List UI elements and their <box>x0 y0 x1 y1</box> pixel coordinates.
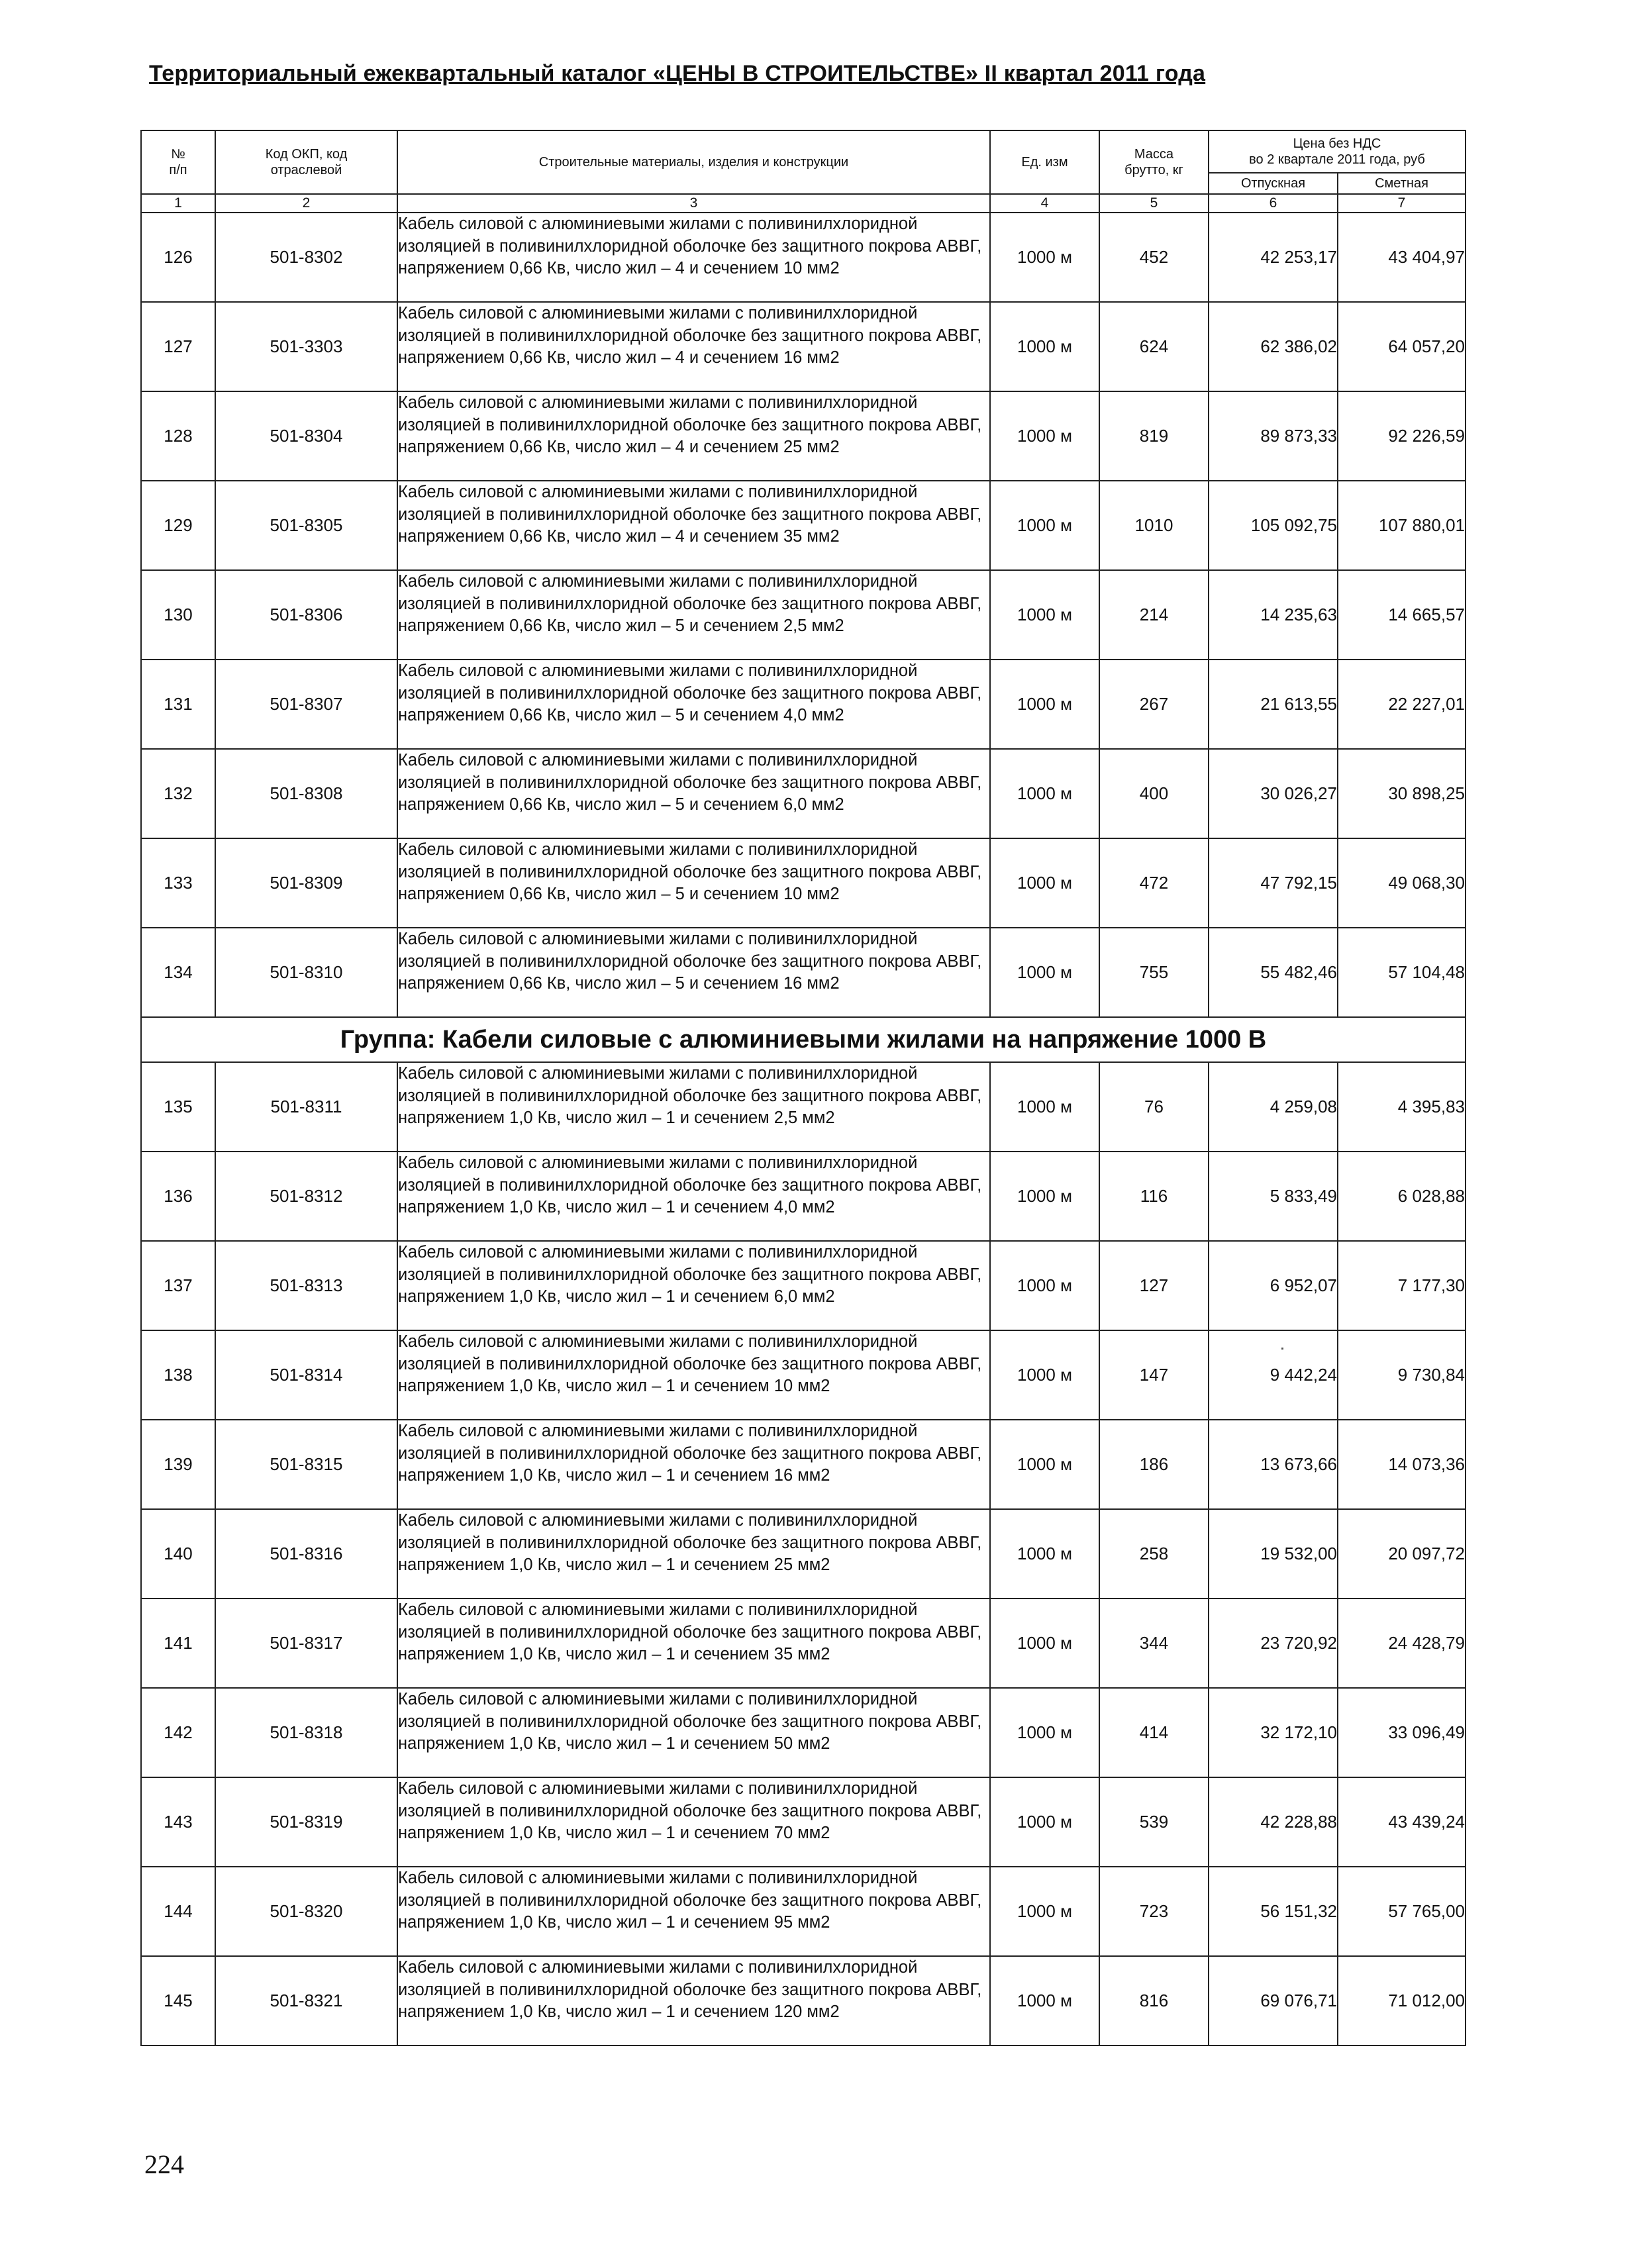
table-row <box>141 1867 1466 1956</box>
page-number: 224 <box>144 2149 184 2179</box>
table-row <box>141 213 1466 302</box>
row-mass: 1010 <box>1099 481 1209 570</box>
col-number: 4 <box>990 194 1099 213</box>
header-unit: Ед. изм <box>990 130 1099 194</box>
header-code: Код ОКП, код отраслевой <box>215 130 397 194</box>
row-code: 501-8304 <box>215 391 397 481</box>
row-mass: 452 <box>1099 213 1209 302</box>
rows-group-a <box>141 213 1466 1017</box>
row-mass: 816 <box>1099 1956 1209 2046</box>
row-code: 501-8308 <box>215 749 397 838</box>
row-unit: 1000 м <box>990 1777 1099 1867</box>
row-price-release: 55 482,46 <box>1209 928 1338 1017</box>
row-mass: 258 <box>1099 1509 1209 1599</box>
table-row <box>141 1241 1466 1330</box>
row-mass: 214 <box>1099 570 1209 660</box>
row-unit: 1000 м <box>990 838 1099 928</box>
col-number: 3 <box>397 194 990 213</box>
row-unit: 1000 м <box>990 1330 1099 1420</box>
column-number-row <box>141 194 1466 213</box>
row-code: 501-8302 <box>215 213 397 302</box>
row-price-release: 14 235,63 <box>1209 570 1338 660</box>
row-description: Кабель силовой с алюминиевыми жилами с поливинилхлоридной изоляцией в поливинилхлоридной оболочке без защитного покрова АВВГ, напряжением 0,66 Кв, число жил – 4 и сечением 25 мм2 <box>397 391 990 481</box>
row-number: 126 <box>141 213 215 302</box>
row-description: Кабель силовой с алюминиевыми жилами с поливинилхлоридной изоляцией в поливинилхлоридной оболочке без защитного покрова АВВГ, напряжением 1,0 Кв, число жил – 1 и сечением 120 мм2 <box>397 1956 990 2046</box>
row-mass: 414 <box>1099 1688 1209 1777</box>
row-unit: 1000 м <box>990 570 1099 660</box>
row-description: Кабель силовой с алюминиевыми жилами с поливинилхлоридной изоляцией в поливинилхлоридной оболочке без защитного покрова АВВГ, напряжением 0,66 Кв, число жил – 5 и сечением 4,0 мм2 <box>397 660 990 749</box>
row-code: 501-8315 <box>215 1420 397 1509</box>
row-price-estimate: 64 057,20 <box>1338 302 1466 391</box>
row-price-estimate: 6 028,88 <box>1338 1152 1466 1241</box>
row-unit: 1000 м <box>990 1956 1099 2046</box>
table-row <box>141 302 1466 391</box>
row-price-estimate: 57 765,00 <box>1338 1867 1466 1956</box>
row-description: Кабель силовой с алюминиевыми жилами с поливинилхлоридной изоляцией в поливинилхлоридной оболочке без защитного покрова АВВГ, напряжением 1,0 Кв, число жил – 1 и сечением 4,0 мм2 <box>397 1152 990 1241</box>
row-number: 128 <box>141 391 215 481</box>
header-desc: Строительные материалы, изделия и конструкции <box>397 130 990 194</box>
table-row <box>141 1330 1466 1420</box>
price-table <box>140 130 1466 2046</box>
row-mass: 267 <box>1099 660 1209 749</box>
row-unit: 1000 м <box>990 1599 1099 1688</box>
row-number: 136 <box>141 1152 215 1241</box>
row-unit: 1000 м <box>990 1152 1099 1241</box>
row-unit: 1000 м <box>990 302 1099 391</box>
header-price-estimate: Сметная <box>1338 173 1466 194</box>
group-header <box>141 1017 1466 1062</box>
row-number: 139 <box>141 1420 215 1509</box>
row-price-release: 32 172,10 <box>1209 1688 1338 1777</box>
col-number: 1 <box>141 194 215 213</box>
row-price-release: 9 442,24 <box>1209 1330 1338 1420</box>
row-price-release: 42 228,88 <box>1209 1777 1338 1867</box>
row-number: 140 <box>141 1509 215 1599</box>
row-price-estimate: 33 096,49 <box>1338 1688 1466 1777</box>
row-mass: 819 <box>1099 391 1209 481</box>
row-description: Кабель силовой с алюминиевыми жилами с поливинилхлоридной изоляцией в поливинилхлоридной оболочке без защитного покрова АВВГ, напряжением 0,66 Кв, число жил – 4 и сечением 35 мм2 <box>397 481 990 570</box>
row-description: Кабель силовой с алюминиевыми жилами с поливинилхлоридной изоляцией в поливинилхлоридной оболочке без защитного покрова АВВГ, напряжением 1,0 Кв, число жил – 1 и сечением 16 мм2 <box>397 1420 990 1509</box>
table-row <box>141 1420 1466 1509</box>
row-price-estimate: 43 404,97 <box>1338 213 1466 302</box>
row-price-estimate: 14 665,57 <box>1338 570 1466 660</box>
table-row <box>141 838 1466 928</box>
row-code: 501-8316 <box>215 1509 397 1599</box>
col-number: 7 <box>1338 194 1466 213</box>
row-code: 501-8320 <box>215 1867 397 1956</box>
row-unit: 1000 м <box>990 1509 1099 1599</box>
row-number: 135 <box>141 1062 215 1152</box>
row-code: 501-8306 <box>215 570 397 660</box>
row-unit: 1000 м <box>990 481 1099 570</box>
row-price-estimate: 43 439,24 <box>1338 1777 1466 1867</box>
row-code: 501-8311 <box>215 1062 397 1152</box>
row-price-release: 105 092,75 <box>1209 481 1338 570</box>
row-number: 129 <box>141 481 215 570</box>
row-number: 141 <box>141 1599 215 1688</box>
row-unit: 1000 м <box>990 1420 1099 1509</box>
row-description: Кабель силовой с алюминиевыми жилами с поливинилхлоридной изоляцией в поливинилхлоридной оболочке без защитного покрова АВВГ, напряжением 1,0 Кв, число жил – 1 и сечением 70 мм2 <box>397 1777 990 1867</box>
table-row <box>141 481 1466 570</box>
row-unit: 1000 м <box>990 1241 1099 1330</box>
table-row <box>141 391 1466 481</box>
row-mass: 723 <box>1099 1867 1209 1956</box>
row-code: 501-8307 <box>215 660 397 749</box>
row-price-estimate: 22 227,01 <box>1338 660 1466 749</box>
row-price-estimate: 20 097,72 <box>1338 1509 1466 1599</box>
row-number: 127 <box>141 302 215 391</box>
row-price-estimate: 24 428,79 <box>1338 1599 1466 1688</box>
col-number: 2 <box>215 194 397 213</box>
row-code: 501-8317 <box>215 1599 397 1688</box>
row-number: 137 <box>141 1241 215 1330</box>
table-row <box>141 1062 1466 1152</box>
row-price-release: 30 026,27 <box>1209 749 1338 838</box>
row-price-release: 19 532,00 <box>1209 1509 1338 1599</box>
row-code: 501-3303 <box>215 302 397 391</box>
scan-speck <box>1281 1348 1283 1350</box>
row-price-release: 69 076,71 <box>1209 1956 1338 2046</box>
row-price-release: 62 386,02 <box>1209 302 1338 391</box>
table-row <box>141 749 1466 838</box>
row-description: Кабель силовой с алюминиевыми жилами с поливинилхлоридной изоляцией в поливинилхлоридной оболочке без защитного покрова АВВГ, напряжением 1,0 Кв, число жил – 1 и сечением 10 мм2 <box>397 1330 990 1420</box>
row-code: 501-8312 <box>215 1152 397 1241</box>
row-price-release: 89 873,33 <box>1209 391 1338 481</box>
row-mass: 344 <box>1099 1599 1209 1688</box>
header-price: Цена без НДС во 2 квартале 2011 года, руб <box>1209 130 1466 173</box>
row-number: 134 <box>141 928 215 1017</box>
table-row <box>141 1956 1466 2046</box>
row-mass: 755 <box>1099 928 1209 1017</box>
row-number: 132 <box>141 749 215 838</box>
row-mass: 186 <box>1099 1420 1209 1509</box>
table-row <box>141 1152 1466 1241</box>
row-code: 501-8318 <box>215 1688 397 1777</box>
header-num: № п/п <box>141 130 215 194</box>
row-number: 138 <box>141 1330 215 1420</box>
row-number: 131 <box>141 660 215 749</box>
row-mass: 76 <box>1099 1062 1209 1152</box>
row-mass: 147 <box>1099 1330 1209 1420</box>
row-price-release: 23 720,92 <box>1209 1599 1338 1688</box>
col-number: 6 <box>1209 194 1338 213</box>
row-description: Кабель силовой с алюминиевыми жилами с поливинилхлоридной изоляцией в поливинилхлоридной оболочке без защитного покрова АВВГ, напряжением 0,66 Кв, число жил – 5 и сечением 16 мм2 <box>397 928 990 1017</box>
page-title: Территориальный ежеквартальный каталог «ЦЕНЫ В СТРОИТЕЛЬСТВЕ» II квартал 2011 года <box>149 61 1206 86</box>
row-description: Кабель силовой с алюминиевыми жилами с поливинилхлоридной изоляцией в поливинилхлоридной оболочке без защитного покрова АВВГ, напряжением 0,66 Кв, число жил – 4 и сечением 10 мм2 <box>397 213 990 302</box>
row-description: Кабель силовой с алюминиевыми жилами с поливинилхлоридной изоляцией в поливинилхлоридной оболочке без защитного покрова АВВГ, напряжением 0,66 Кв, число жил – 4 и сечением 16 мм2 <box>397 302 990 391</box>
row-number: 143 <box>141 1777 215 1867</box>
row-number: 145 <box>141 1956 215 2046</box>
row-description: Кабель силовой с алюминиевыми жилами с поливинилхлоридной изоляцией в поливинилхлоридной оболочке без защитного покрова АВВГ, напряжением 1,0 Кв, число жил – 1 и сечением 2,5 мм2 <box>397 1062 990 1152</box>
row-price-estimate: 57 104,48 <box>1338 928 1466 1017</box>
row-code: 501-8310 <box>215 928 397 1017</box>
rows-group-b <box>141 1062 1466 2046</box>
row-unit: 1000 м <box>990 391 1099 481</box>
row-price-release: 6 952,07 <box>1209 1241 1338 1330</box>
row-mass: 539 <box>1099 1777 1209 1867</box>
row-unit: 1000 м <box>990 1688 1099 1777</box>
group-title: Группа: Кабели силовые с алюминиевыми жилами на напряжение 1000 В <box>141 1017 1466 1062</box>
col-number: 5 <box>1099 194 1209 213</box>
table-row <box>141 1777 1466 1867</box>
row-price-release: 56 151,32 <box>1209 1867 1338 1956</box>
row-price-estimate: 7 177,30 <box>1338 1241 1466 1330</box>
row-unit: 1000 м <box>990 749 1099 838</box>
row-description: Кабель силовой с алюминиевыми жилами с поливинилхлоридной изоляцией в поливинилхлоридной оболочке без защитного покрова АВВГ, напряжением 1,0 Кв, число жил – 1 и сечением 35 мм2 <box>397 1599 990 1688</box>
row-price-estimate: 71 012,00 <box>1338 1956 1466 2046</box>
row-price-estimate: 4 395,83 <box>1338 1062 1466 1152</box>
row-price-release: 21 613,55 <box>1209 660 1338 749</box>
header-price-release: Отпускная <box>1209 173 1338 194</box>
table-row <box>141 1599 1466 1688</box>
table-row <box>141 1509 1466 1599</box>
row-unit: 1000 м <box>990 1867 1099 1956</box>
row-code: 501-8313 <box>215 1241 397 1330</box>
row-price-release: 13 673,66 <box>1209 1420 1338 1509</box>
row-number: 142 <box>141 1688 215 1777</box>
row-price-estimate: 49 068,30 <box>1338 838 1466 928</box>
row-description: Кабель силовой с алюминиевыми жилами с поливинилхлоридной изоляцией в поливинилхлоридной оболочке без защитного покрова АВВГ, напряжением 1,0 Кв, число жил – 1 и сечением 95 мм2 <box>397 1867 990 1956</box>
row-price-estimate: 30 898,25 <box>1338 749 1466 838</box>
row-unit: 1000 м <box>990 1062 1099 1152</box>
row-mass: 400 <box>1099 749 1209 838</box>
row-unit: 1000 м <box>990 928 1099 1017</box>
row-price-estimate: 92 226,59 <box>1338 391 1466 481</box>
table-row <box>141 660 1466 749</box>
table-row <box>141 928 1466 1017</box>
row-code: 501-8314 <box>215 1330 397 1420</box>
row-mass: 624 <box>1099 302 1209 391</box>
row-price-estimate: 14 073,36 <box>1338 1420 1466 1509</box>
row-description: Кабель силовой с алюминиевыми жилами с поливинилхлоридной изоляцией в поливинилхлоридной оболочке без защитного покрова АВВГ, напряжением 0,66 Кв, число жил – 5 и сечением 10 мм2 <box>397 838 990 928</box>
row-code: 501-8305 <box>215 481 397 570</box>
row-description: Кабель силовой с алюминиевыми жилами с поливинилхлоридной изоляцией в поливинилхлоридной оболочке без защитного покрова АВВГ, напряжением 1,0 Кв, число жил – 1 и сечением 6,0 мм2 <box>397 1241 990 1330</box>
row-price-release: 47 792,15 <box>1209 838 1338 928</box>
row-price-release: 42 253,17 <box>1209 213 1338 302</box>
row-code: 501-8321 <box>215 1956 397 2046</box>
row-number: 130 <box>141 570 215 660</box>
row-unit: 1000 м <box>990 213 1099 302</box>
table-row <box>141 570 1466 660</box>
row-number: 133 <box>141 838 215 928</box>
row-number: 144 <box>141 1867 215 1956</box>
header-mass: Масса брутто, кг <box>1099 130 1209 194</box>
row-mass: 472 <box>1099 838 1209 928</box>
row-code: 501-8319 <box>215 1777 397 1867</box>
row-code: 501-8309 <box>215 838 397 928</box>
row-unit: 1000 м <box>990 660 1099 749</box>
row-price-release: 5 833,49 <box>1209 1152 1338 1241</box>
row-description: Кабель силовой с алюминиевыми жилами с поливинилхлоридной изоляцией в поливинилхлоридной оболочке без защитного покрова АВВГ, напряжением 1,0 Кв, число жил – 1 и сечением 25 мм2 <box>397 1509 990 1599</box>
row-price-estimate: 9 730,84 <box>1338 1330 1466 1420</box>
row-mass: 127 <box>1099 1241 1209 1330</box>
row-price-estimate: 107 880,01 <box>1338 481 1466 570</box>
table-row <box>141 1688 1466 1777</box>
row-price-release: 4 259,08 <box>1209 1062 1338 1152</box>
row-description: Кабель силовой с алюминиевыми жилами с поливинилхлоридной изоляцией в поливинилхлоридной оболочке без защитного покрова АВВГ, напряжением 0,66 Кв, число жил – 5 и сечением 2,5 мм2 <box>397 570 990 660</box>
row-description: Кабель силовой с алюминиевыми жилами с поливинилхлоридной изоляцией в поливинилхлоридной оболочке без защитного покрова АВВГ, напряжением 0,66 Кв, число жил – 5 и сечением 6,0 мм2 <box>397 749 990 838</box>
row-mass: 116 <box>1099 1152 1209 1241</box>
row-description: Кабель силовой с алюминиевыми жилами с поливинилхлоридной изоляцией в поливинилхлоридной оболочке без защитного покрова АВВГ, напряжением 1,0 Кв, число жил – 1 и сечением 50 мм2 <box>397 1688 990 1777</box>
